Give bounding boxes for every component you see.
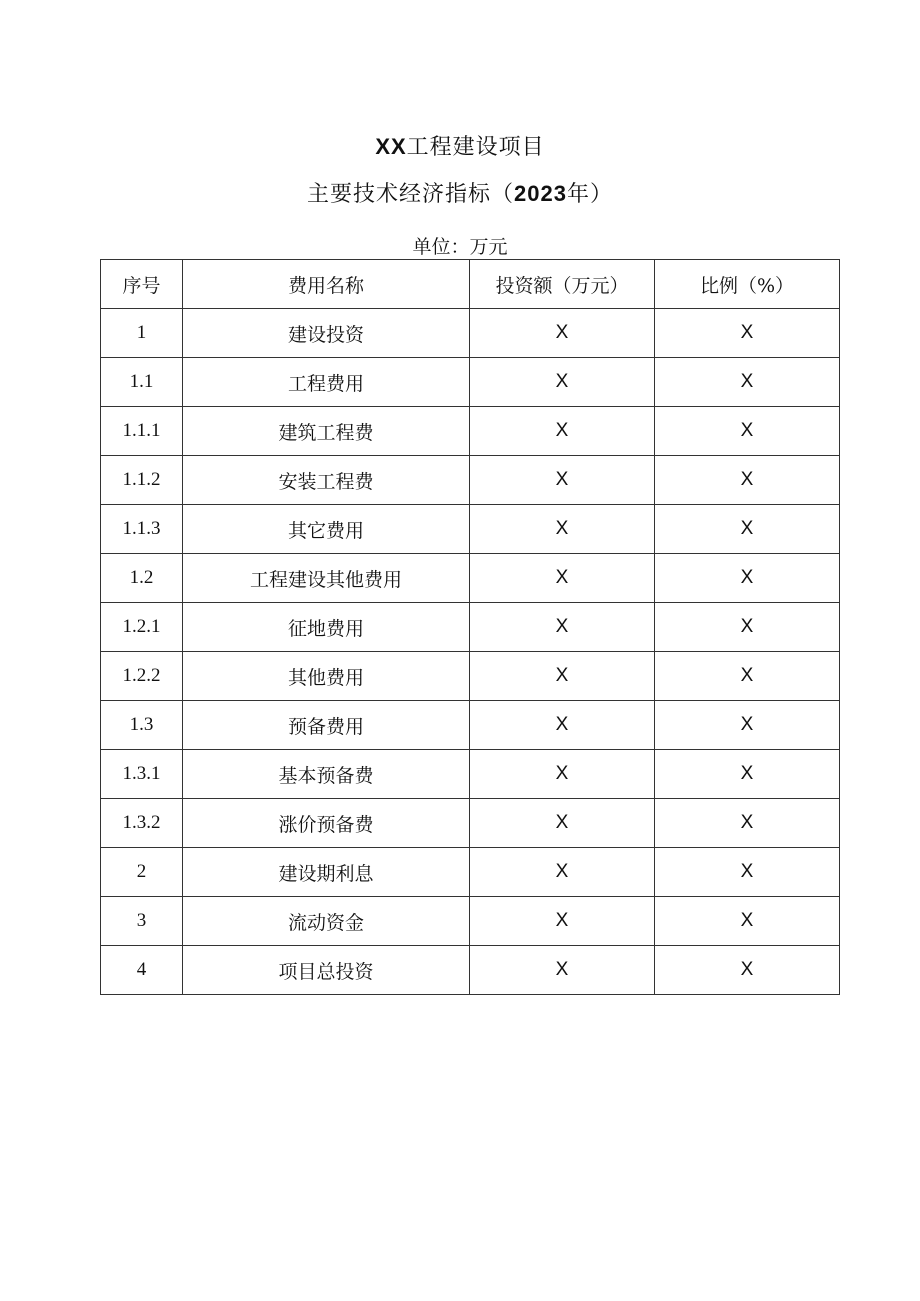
row-ratio: X: [655, 750, 840, 799]
table-row: [101, 701, 840, 750]
row-investment-amount: X: [470, 848, 655, 897]
table-row: [101, 897, 840, 946]
row-number: 1.1: [101, 358, 183, 407]
table-row: [101, 309, 840, 358]
table-row: [101, 799, 840, 848]
row-investment-amount: X: [470, 799, 655, 848]
row-number: 1: [101, 309, 183, 358]
row-number: 4: [101, 946, 183, 995]
header-no: 序号: [101, 260, 183, 309]
row-investment-amount: X: [470, 358, 655, 407]
subtitle-year: 2023: [514, 181, 567, 206]
row-ratio: X: [655, 897, 840, 946]
row-investment-amount: X: [470, 407, 655, 456]
title-prefix: XX: [375, 134, 407, 159]
row-cost-name: 预备费用: [183, 701, 470, 750]
table-header-row: [101, 260, 840, 309]
unit-label: 单位：万元: [412, 236, 508, 258]
row-ratio: X: [655, 848, 840, 897]
row-investment-amount: X: [470, 946, 655, 995]
row-number: 1.3.1: [101, 750, 183, 799]
row-ratio: X: [655, 309, 840, 358]
row-cost-name: 建筑工程费: [183, 407, 470, 456]
table-row: [101, 554, 840, 603]
table-row: [101, 652, 840, 701]
row-investment-amount: X: [470, 750, 655, 799]
table-row: [101, 358, 840, 407]
row-number: 1.3: [101, 701, 183, 750]
row-cost-name: 涨价预备费: [183, 799, 470, 848]
row-cost-name: 工程费用: [183, 358, 470, 407]
row-ratio: X: [655, 603, 840, 652]
table-row: [101, 505, 840, 554]
table-row: [101, 456, 840, 505]
row-cost-name: 建设投资: [183, 309, 470, 358]
row-cost-name: 其他费用: [183, 652, 470, 701]
row-number: 1.2.2: [101, 652, 183, 701]
document-title: [0, 130, 920, 161]
table-row: [101, 407, 840, 456]
row-number: 1.3.2: [101, 799, 183, 848]
row-number: 3: [101, 897, 183, 946]
row-number: 1.1.3: [101, 505, 183, 554]
row-ratio: X: [655, 946, 840, 995]
row-cost-name: 征地费用: [183, 603, 470, 652]
row-cost-name: 流动资金: [183, 897, 470, 946]
row-cost-name: 项目总投资: [183, 946, 470, 995]
row-ratio: X: [655, 505, 840, 554]
row-investment-amount: X: [470, 701, 655, 750]
document-subtitle: [0, 177, 920, 208]
table-row: [101, 750, 840, 799]
row-cost-name: 安装工程费: [183, 456, 470, 505]
table-row: [101, 848, 840, 897]
row-ratio: X: [655, 358, 840, 407]
row-investment-amount: X: [470, 456, 655, 505]
subtitle-suffix: 年）: [566, 182, 613, 207]
header-name: 费用名称: [183, 260, 470, 309]
title-line1-rest: 工程建设项目: [406, 135, 545, 160]
row-ratio: X: [655, 456, 840, 505]
table-row: [101, 603, 840, 652]
row-investment-amount: X: [470, 505, 655, 554]
row-cost-name: 建设期利息: [183, 848, 470, 897]
row-investment-amount: X: [470, 652, 655, 701]
row-cost-name: 其它费用: [183, 505, 470, 554]
row-ratio: X: [655, 652, 840, 701]
row-ratio: X: [655, 799, 840, 848]
row-number: 1.2: [101, 554, 183, 603]
table-body: [101, 309, 840, 995]
row-cost-name: 工程建设其他费用: [183, 554, 470, 603]
table-row: [101, 946, 840, 995]
indicator-table: [100, 259, 840, 995]
row-number: 1.2.1: [101, 603, 183, 652]
row-investment-amount: X: [470, 897, 655, 946]
row-investment-amount: X: [470, 603, 655, 652]
header-ratio: 比例（%）: [655, 260, 840, 309]
row-number: 1.1.2: [101, 456, 183, 505]
row-ratio: X: [655, 407, 840, 456]
row-ratio: X: [655, 554, 840, 603]
row-number: 2: [101, 848, 183, 897]
row-cost-name: 基本预备费: [183, 750, 470, 799]
row-investment-amount: X: [470, 554, 655, 603]
row-investment-amount: X: [470, 309, 655, 358]
header-amount: 投资额（万元）: [470, 260, 655, 309]
subtitle-main: 主要技术经济指标（: [307, 182, 515, 207]
row-ratio: X: [655, 701, 840, 750]
row-number: 1.1.1: [101, 407, 183, 456]
